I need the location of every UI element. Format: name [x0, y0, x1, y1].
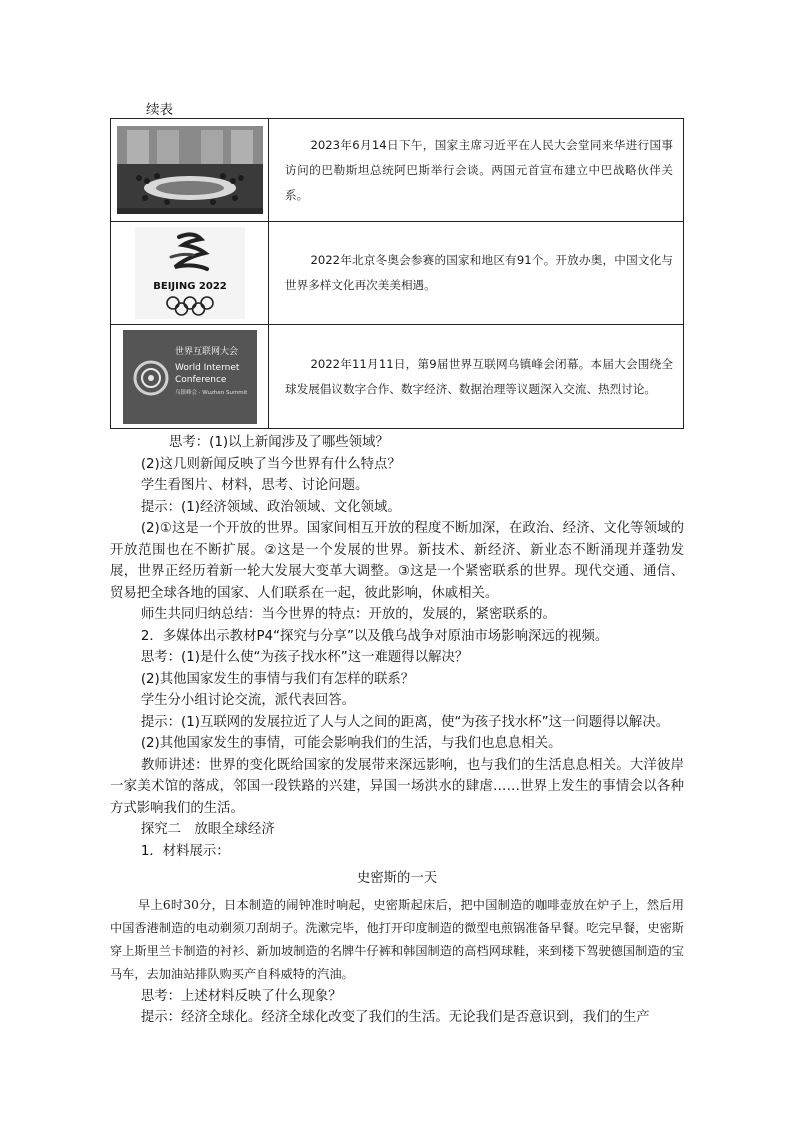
- paragraph: (2)这几则新闻反映了当今世界有什么特点？: [140, 456, 401, 472]
- paragraph: 学生分小组讨论交流，派代表回答。: [140, 693, 356, 708]
- body-text: [110, 432, 684, 1029]
- paragraph: 2．多媒体出示教材P4“探究与分享”以及俄乌战争对原油市场影响深远的视频。: [140, 628, 609, 644]
- table-row: [111, 222, 684, 325]
- story-text: 早上6时30分，日本制造的闹钟准时响起，史密斯起床后，把中国制造的咖啡壶放在炉子上，然后用中国香港制造的电动剃须刀刮胡子。洗漱完毕，他打开印度制造的微型电煎锅准备早餐。吃完早餐，史密斯穿上斯里兰卡制造的衬衫、新加坡制造的名牌牛仔裤和韩国制造的高档网球鞋，来到楼下驾驶德国制造的宝马车，去加油站排队购买产自科威特的汽油。: [110, 897, 684, 981]
- paragraph: 教师讲述：世界的变化既给国家的发展带来深远影响，也与我们的生活息息相关。大洋彼岸一家美术馆的落成，邻国一段铁路的兴建，异国一场洪水的肆虐……世界上发生的事情会以各种方式影响我们的生活。: [110, 757, 684, 816]
- paragraph: (2)①这是一个开放的世界。国家间相互开放的程度不断加深，在政治、经济、文化等领域的开放范围也在不断扩展。②这是一个发展的世界。新技术、新经济、新业态不断涌现并蓬勃发展，世界正经历着新一轮大发展大变革大调整。③这是一个紧密联系的世界。现代交通、通信、贸易把全球各地的国家、人们联系在一起，彼此影响，休戚相关。: [110, 521, 684, 601]
- banner-en-line2: Conference: [174, 374, 226, 385]
- table-row: [111, 325, 684, 429]
- image-cell: [111, 119, 269, 222]
- paragraph: 提示：(1)经济领域、政治领域、文化领域。: [140, 499, 401, 515]
- news-text: 2022年北京冬奥会参赛的国家和地区有91个。开放办奥，中国文化与世界多样文化再次美美相遇。: [269, 222, 684, 325]
- image-cell: [111, 325, 269, 429]
- news-text: 2023年6月14日下午，国家主席习近平在人民大会堂同来华进行国事访问的巴勒斯坦总统阿巴斯举行会谈。两国元首宣布建立中巴战略伙伴关系。: [269, 119, 684, 222]
- paragraph: 师生共同归纳总结：当今世界的特点：开放的，发展的，紧密联系的。: [140, 607, 556, 622]
- banner-title: 世界互联网大会: [174, 346, 238, 357]
- paragraph: 思考：上述材料反映了什么现象？: [140, 988, 342, 1004]
- paragraph: 思考：(1)是什么使“为孩子找水杯”这一难题得以解决？: [140, 650, 469, 665]
- logo-wordmark: BEIJING 2022: [152, 281, 227, 292]
- story-title: 史密斯的一天: [356, 871, 438, 886]
- paragraph: (2)其他国家发生的事情与我们有怎样的联系？: [140, 671, 415, 687]
- news-table: [110, 118, 684, 429]
- image-cell: [111, 222, 269, 325]
- paragraph: 提示：(1)互联网的发展拉近了人与人之间的距离，使“为孩子找水杯”这一问题得以解决。: [140, 714, 670, 730]
- paragraph: 1．材料展示：: [140, 843, 230, 859]
- continued-label: 续表: [146, 102, 173, 118]
- paragraph: 提示：经济全球化。经济全球化改变了我们的生活。无论我们是否意识到，我们的生产: [140, 1010, 650, 1025]
- section-heading: 探究二 放眼全球经济: [140, 822, 275, 837]
- paragraph: (2)其他国家发生的事情，可能会影响我们的生活，与我们也息息相关。: [140, 736, 562, 751]
- beijing-2022-olympic-logo: [135, 227, 245, 319]
- banner-subtitle: 乌镇峰会 · Wuzhen Summit: [174, 389, 247, 396]
- table-row: [111, 119, 684, 222]
- banner-en-line1: World Internet: [174, 362, 239, 373]
- news-text: 2022年11月11日，第9届世界互联网乌镇峰会闭幕。本届大会围绕全球发展倡议数字合作、数字经济、数据治理等议题深入交流、热烈讨论。: [269, 325, 684, 429]
- paragraph: 思考：(1)以上新闻涉及了哪些领域？: [168, 435, 389, 450]
- paragraph: 学生看图片、材料，思考、讨论问题。: [140, 478, 369, 493]
- world-internet-conference-banner: [123, 330, 257, 424]
- photo-meeting-hall: [117, 126, 263, 214]
